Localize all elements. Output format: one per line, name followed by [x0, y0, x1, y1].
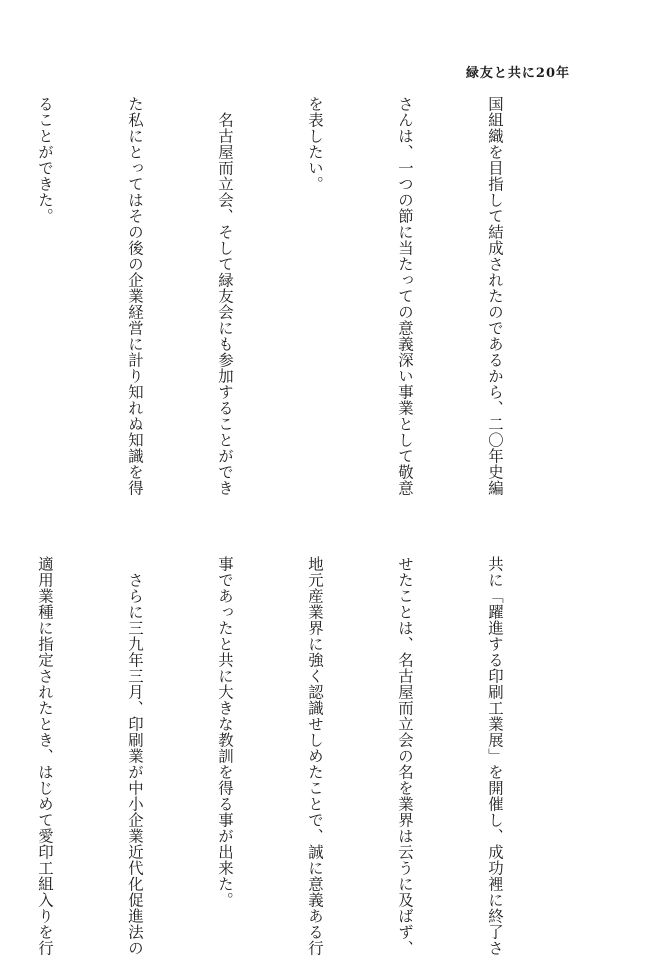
text-column: さんは、一つの節に当たっての意義深い事業として敬意 — [396, 96, 414, 496]
text-column: を表したい。 — [306, 96, 324, 192]
text-column: 共に「躍進する印刷工業展」を開催し、成功裡に終了さ — [486, 556, 504, 956]
upper-text-block — [0, 96, 570, 496]
text-column: 国組織を目指して結成されたのであるから、二〇年史編 — [486, 96, 504, 496]
running-head: 緑友と共に20年 — [465, 66, 570, 81]
text-column: 適用業種に指定されたとき、はじめて愛印工組入りを行 — [36, 556, 54, 956]
text-column: さらに三九年三月、印刷業が中小企業近代化促進法の — [126, 556, 144, 956]
text-column: 事であったと共に大きな教訓を得る事が出来た。 — [216, 556, 234, 908]
lower-text-block — [0, 556, 570, 956]
text-column: た私にとってはその後の企業経営に計り知れぬ知識を得 — [126, 96, 144, 496]
text-column: ることができた。 — [36, 96, 54, 224]
text-column: 地元産業界に強く認識せしめたことで、誠に意義ある行 — [306, 556, 324, 956]
text-column: せたことは、名古屋而立会の名を業界は云うに及ばず、 — [396, 556, 414, 956]
text-column: 名古屋而立会、そして緑友会にも参加することができ — [216, 96, 234, 496]
